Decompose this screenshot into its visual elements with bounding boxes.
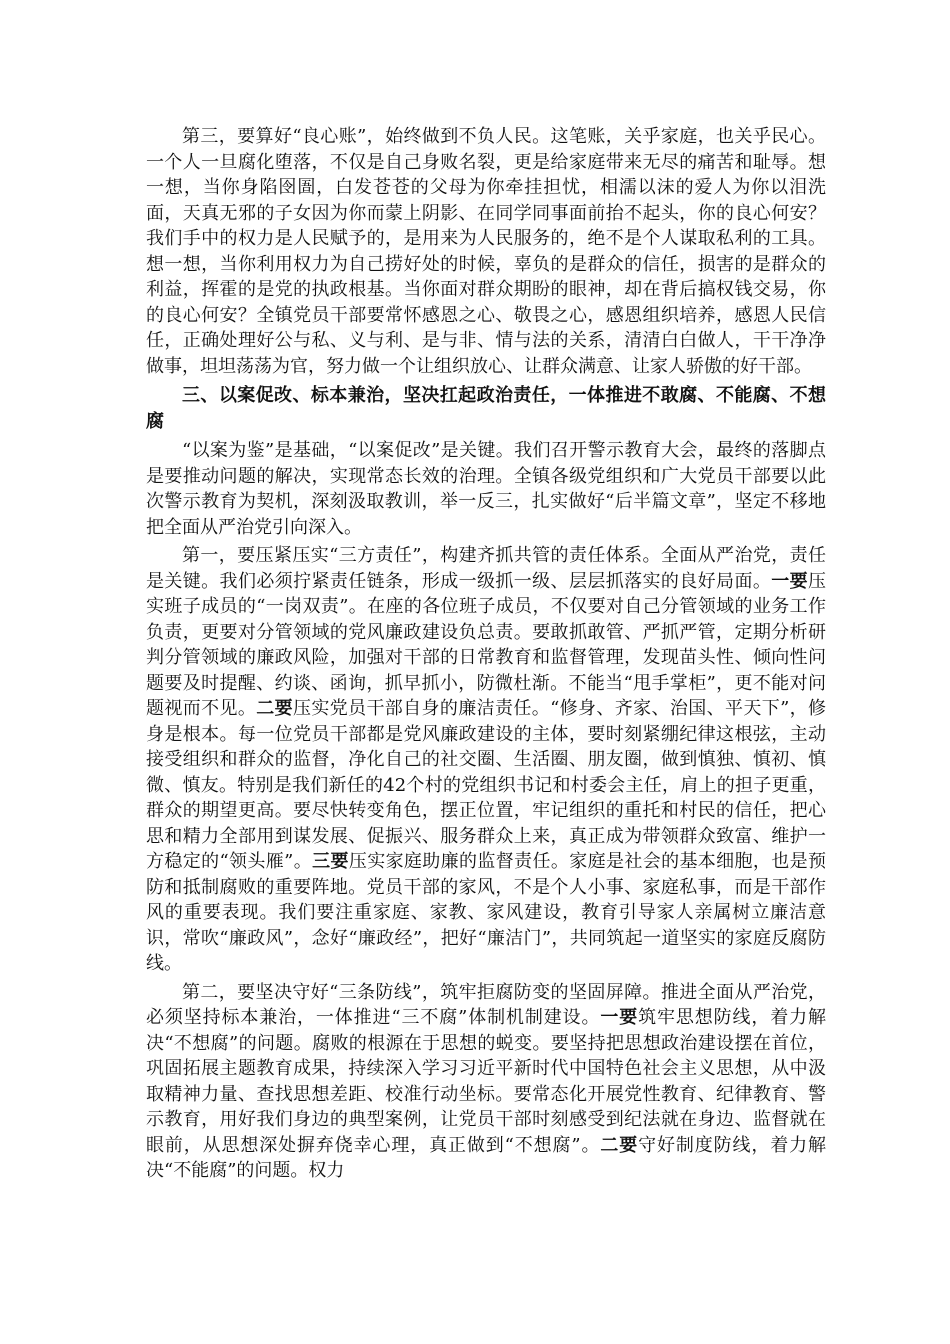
paragraph-text: “以案为鉴”是基础，“以案促改”是关键。我们召开警示教育大会，最终的落脚点是要推动问题的解决，实现常态长效的治理。全镇各级党组织和广大党员干部要以此次警示教育为契机，深刻汲取教训，举一反三，扎实做好“后半篇文章”，坚定不移地把全面从严治党引向深入。 <box>146 440 826 538</box>
emphasis-first: 一要 <box>771 570 808 592</box>
paragraph-text: 第一，要压紧压实“三方责任”，构建齐抓共管的责任体系。全面从严治党，责任是关键。我们必须拧紧责任链条，形成一级抓一级、层层抓落实的良好局面。 <box>146 545 826 592</box>
paragraph-three-lines <box>146 980 826 1184</box>
paragraph-text: 压实班子成员的“一岗双责”。在座的各位班子成员，不仅要对自己分管领域的业务工作负责，更要对分管领域的党风廉政建设负总责。要敢抓敢管、严抓严管，定期分析研判分管领域的廉政风险，加强对干部的日常教育和监督管理，发现苗头性、倾向性问题要及时提醒、约谈、函询，抓早抓小，防微杜渐。不能当“甩手掌柜”，更不能对问题视而不见。 <box>146 570 826 719</box>
paragraph-lessons <box>146 438 826 540</box>
document-body <box>146 124 826 1184</box>
emphasis-first: 一要 <box>600 1007 639 1028</box>
paragraph-conscience <box>146 124 826 379</box>
heading-text: 三、以案促改、标本兼治，坚决扛起政治责任，一体推进不敢腐、不能腐、不想腐 <box>146 385 826 432</box>
paragraph-text: 第二，要坚决守好“三条防线”，筑牢拒腐防变的坚固屏障。推进全面从严治党，必须坚持标本兼治，一体推进“三不腐”体制机制建设。 <box>146 981 826 1028</box>
paragraph-text: 筑牢思想防线，着力解决“不想腐”的问题。腐败的根源在于思想的蜕变。要坚持把思想政治建设摆在首位，巩固拓展主题教育成果，持续深入学习习近平新时代中国特色社会主义思想，从中汲取精神力量、查找思想差距、校准行动坐标。要常态化开展党性教育、纪律教育、警示教育，用好我们身边的典型案例，让党员干部时刻感受到纪法就在身边、监督就在眼前，从思想深处摒弃侥幸心理，真正做到“不想腐”。 <box>146 1007 827 1156</box>
emphasis-second: 二要 <box>256 698 293 719</box>
paragraph-text: 压实党员干部自身的廉洁责任。“修身、齐家、治国、平天下”，修身是根本。每一位党员干部都是党风廉政建设的主体，要时刻紧绷纪律这根弦，主动接受组织和群众的监督，净化自己的社交圈、生活圈、朋友圈，做到慎独、慎初、慎微、慎友。特别是我们新任的42个村的党组织书记和村委会主任，肩上的担子更重，群众的期望更高。要尽快转变角色，摆正位置，牢记组织的重托和村民的信任，把心思和精力全部用到谋发展、促振兴、服务群众上来，真正成为带领群众致富、维护一方稳定的“领头雁”。 <box>146 698 827 872</box>
paragraph-text: 第三，要算好“良心账”，始终做到不负人民。这笔账，关乎家庭，也关乎民心。一个人一旦腐化堕落，不仅是自己身败名裂，更是给家庭带来无尽的痛苦和耻辱。想一想，当你身陷囹圄，白发苍苍的父母为你牵挂担忧，相濡以沫的爱人为你以泪洗面，天真无邪的子女因为你而蒙上阴影、在同学同事面前抬不起头，你的良心何安？我们手中的权力是人民赋予的，是用来为人民服务的，绝不是个人谋取私利的工具。想一想，当你利用权力为自己捞好处的时候，辜负的是群众的信任，损害的是群众的利益，挥霍的是党的执政根基。当你面对群众期盼的眼神，却在背后搞权钱交易，你的良心何安？全镇党员干部要常怀感恩之心、敬畏之心，感恩组织培养，感恩人民信任，正确处理好公与私、义与利、是与非、情与法的关系，清清白白做人，干干净净做事，坦坦荡荡为官，努力做一个让组织放心、让群众满意、让家人骄傲的好干部。 <box>146 126 826 377</box>
emphasis-third: 三要 <box>312 851 349 872</box>
paragraph-text: 压实家庭助廉的监督责任。家庭是社会的基本细胞，也是预防和抵制腐败的重要阵地。党员干部的家风，不是个人小事、家庭私事，而是干部作风的重要表现。我们要注重家庭、家教、家风建设，教育引导家人亲属树立廉洁意识，常吹“廉政风”，念好“廉政经”，把好“廉洁门”，共同筑起一道坚实的家庭反腐防线。 <box>146 851 827 974</box>
emphasis-second: 二要 <box>600 1134 639 1156</box>
paragraph-three-responsibilities <box>146 543 826 977</box>
paragraph-text: 守好制度防线，着力解决“不能腐”的问题。权力 <box>146 1134 827 1181</box>
section-heading-three <box>146 383 826 434</box>
